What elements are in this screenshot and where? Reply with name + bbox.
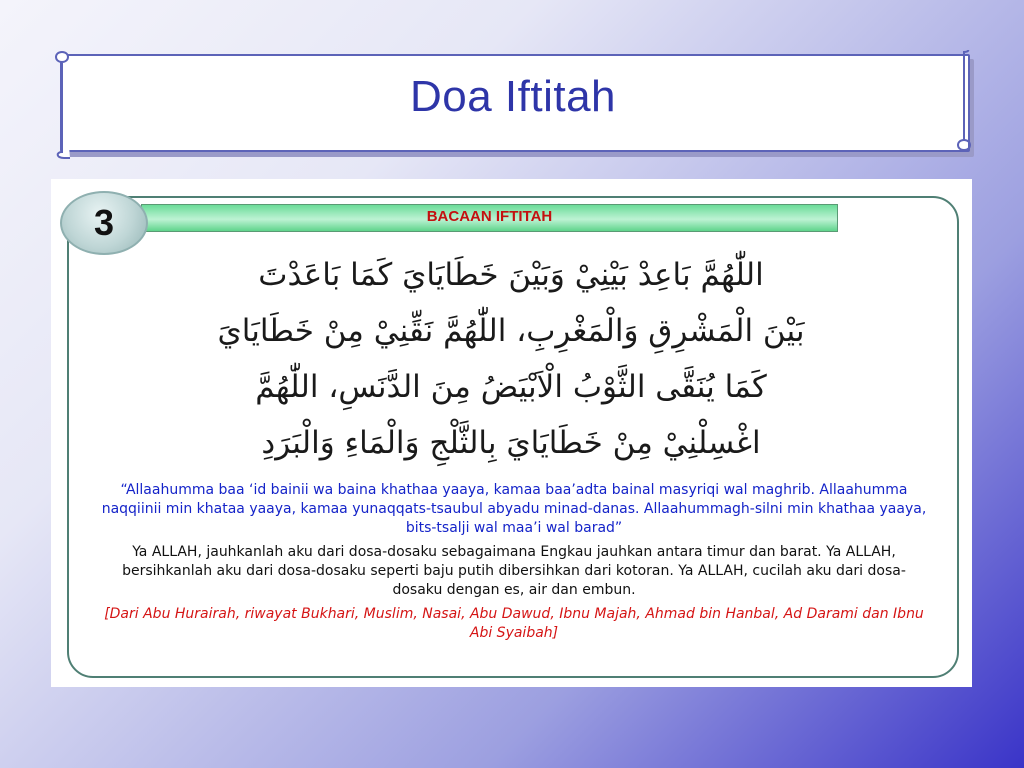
arabic-line: بَيْنَ الْمَشْرِقِ وَالْمَغْرِبِ، اللّٰهُمَّ نَقِّنِيْ مِنْ خَطَايَايَ [217,313,805,349]
latin-transliteration: “Allaahumma baa ‘id bainii wa baina khathaa yaaya, kamaa baa’adta bainal masyriqi wal maghrib. Allaahumma naqqiinii min khataa yaaya, kamaa yunaqqats-tsaubul abyadu minad-danas. Allaahummagh-silni min khathaa yaaya, bits-tsalji wal maa’i wal barad” [101,482,927,536]
title-scroll-banner [52,50,974,154]
slide-title: Doa Iftitah [409,72,617,121]
arabic-text [171,247,851,477]
translation-text: Ya ALLAH, jauhkanlah aku dari dosa-dosaku sebagaimana Engkau jauhkan antara timur dan barat. Ya ALLAH, bersihkanlah aku dari dosa-dosaku seperti baju putih dibersihkan dari kotoran. Ya ALLAH, cucilah aku dari dosa-dosaku dengan es, air dan embun. [122,544,906,598]
iftitah-panel [51,179,972,687]
arabic-line: اغْسِلْنِيْ مِنْ خَطَايَايَ بِالثَّلْجِ وَالْمَاءِ وَالْبَرَدِ [261,425,761,461]
arabic-line: اللّٰهُمَّ بَاعِدْ بَيْنِيْ وَبَيْنَ خَطَايَايَ كَمَا بَاعَدْتَ [258,257,764,293]
arabic-line: كَمَا يُنَقَّى الثَّوْبُ الْاَبْيَضُ مِنَ الدَّنَسِ، اللّٰهُمَّ [255,369,767,405]
header-label: BACAAN IFTITAH [426,208,553,225]
step-number-badge: 3 [60,191,148,255]
header-bar [141,204,838,232]
hadith-source: [Dari Abu Hurairah, riwayat Bukhari, Muslim, Nasai, Abu Dawud, Ibnu Majah, Ahmad bin Hanbal, Ad Darami dan Ibnu Abi Syaibah] [104,606,924,641]
